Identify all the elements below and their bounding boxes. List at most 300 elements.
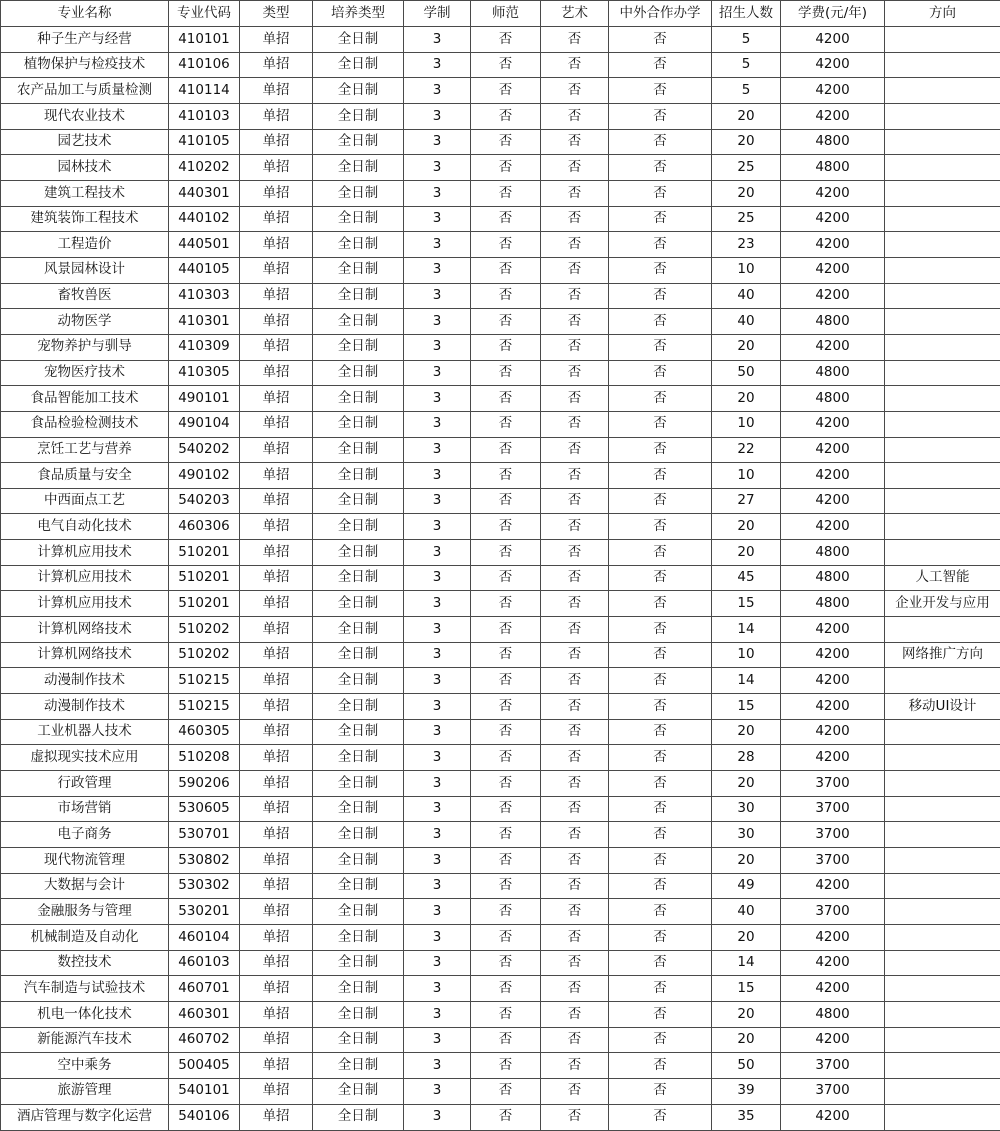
- table-row: [1, 591, 1000, 617]
- cell-direction: [885, 463, 1000, 489]
- cell-normal-school: 否: [471, 950, 541, 976]
- cell-tuition: 4200: [781, 642, 885, 668]
- cell-duration: 3: [404, 514, 471, 540]
- cell-sino-foreign: 否: [609, 103, 712, 129]
- cell-major-name: 大数据与会计: [1, 873, 169, 899]
- cell-training-type: 全日制: [313, 437, 404, 463]
- cell-major-code: 440301: [169, 180, 240, 206]
- cell-training-type: 全日制: [313, 206, 404, 232]
- cell-sino-foreign: 否: [609, 976, 712, 1002]
- cell-art: 否: [541, 771, 609, 797]
- cell-normal-school: 否: [471, 103, 541, 129]
- cell-duration: 3: [404, 129, 471, 155]
- cell-major-code: 410301: [169, 309, 240, 335]
- cell-major-code: 460306: [169, 514, 240, 540]
- cell-enrollment: 20: [712, 540, 781, 566]
- cell-tuition: 4800: [781, 309, 885, 335]
- cell-direction: [885, 873, 1000, 899]
- cell-tuition: 4200: [781, 950, 885, 976]
- cell-major-name: 园艺技术: [1, 129, 169, 155]
- table-row: [1, 129, 1000, 155]
- cell-enrollment: 23: [712, 232, 781, 258]
- cell-type: 单招: [240, 924, 313, 950]
- cell-type: 单招: [240, 950, 313, 976]
- cell-training-type: 全日制: [313, 950, 404, 976]
- column-header-direction: 方向: [885, 1, 1000, 27]
- cell-duration: 3: [404, 257, 471, 283]
- cell-direction: [885, 617, 1000, 643]
- table-row: [1, 848, 1000, 874]
- cell-enrollment: 10: [712, 411, 781, 437]
- cell-duration: 3: [404, 591, 471, 617]
- cell-duration: 3: [404, 617, 471, 643]
- table-row: [1, 411, 1000, 437]
- cell-sino-foreign: 否: [609, 334, 712, 360]
- cell-tuition: 4200: [781, 52, 885, 78]
- cell-enrollment: 15: [712, 591, 781, 617]
- cell-art: 否: [541, 411, 609, 437]
- cell-enrollment: 30: [712, 796, 781, 822]
- cell-sino-foreign: 否: [609, 1053, 712, 1079]
- table-row: [1, 796, 1000, 822]
- table-row: [1, 488, 1000, 514]
- cell-sino-foreign: 否: [609, 488, 712, 514]
- cell-training-type: 全日制: [313, 129, 404, 155]
- cell-direction: [885, 411, 1000, 437]
- cell-normal-school: 否: [471, 771, 541, 797]
- cell-art: 否: [541, 129, 609, 155]
- table-row: [1, 155, 1000, 181]
- table-row: [1, 1027, 1000, 1053]
- cell-art: 否: [541, 1078, 609, 1104]
- cell-duration: 3: [404, 924, 471, 950]
- cell-art: 否: [541, 283, 609, 309]
- cell-art: 否: [541, 488, 609, 514]
- cell-normal-school: 否: [471, 488, 541, 514]
- cell-sino-foreign: 否: [609, 822, 712, 848]
- cell-enrollment: 5: [712, 78, 781, 104]
- cell-major-name: 建筑工程技术: [1, 180, 169, 206]
- cell-tuition: 4200: [781, 257, 885, 283]
- cell-normal-school: 否: [471, 565, 541, 591]
- cell-sino-foreign: 否: [609, 1104, 712, 1130]
- cell-major-code: 500405: [169, 1053, 240, 1079]
- cell-major-code: 490102: [169, 463, 240, 489]
- cell-major-code: 440501: [169, 232, 240, 258]
- cell-major-name: 宠物养护与驯导: [1, 334, 169, 360]
- cell-sino-foreign: 否: [609, 719, 712, 745]
- cell-art: 否: [541, 924, 609, 950]
- cell-tuition: 3700: [781, 1053, 885, 1079]
- cell-training-type: 全日制: [313, 796, 404, 822]
- cell-normal-school: 否: [471, 899, 541, 925]
- cell-direction: [885, 899, 1000, 925]
- cell-sino-foreign: 否: [609, 27, 712, 53]
- cell-tuition: 4200: [781, 180, 885, 206]
- cell-major-code: 460104: [169, 924, 240, 950]
- cell-type: 单招: [240, 617, 313, 643]
- cell-tuition: 4200: [781, 232, 885, 258]
- table-row: [1, 873, 1000, 899]
- column-header-tuition: 学费(元/年): [781, 1, 885, 27]
- table-row: [1, 180, 1000, 206]
- table-row: [1, 694, 1000, 720]
- cell-art: 否: [541, 103, 609, 129]
- cell-tuition: 4200: [781, 334, 885, 360]
- table-body: [1, 27, 1000, 1131]
- cell-tuition: 4200: [781, 488, 885, 514]
- cell-major-name: 植物保护与检疫技术: [1, 52, 169, 78]
- table-row: [1, 386, 1000, 412]
- table-row: [1, 27, 1000, 53]
- cell-tuition: 4200: [781, 411, 885, 437]
- cell-training-type: 全日制: [313, 488, 404, 514]
- cell-normal-school: 否: [471, 129, 541, 155]
- cell-sino-foreign: 否: [609, 771, 712, 797]
- cell-duration: 3: [404, 950, 471, 976]
- cell-training-type: 全日制: [313, 1001, 404, 1027]
- cell-normal-school: 否: [471, 668, 541, 694]
- cell-normal-school: 否: [471, 386, 541, 412]
- cell-training-type: 全日制: [313, 232, 404, 258]
- cell-sino-foreign: 否: [609, 129, 712, 155]
- cell-enrollment: 20: [712, 1001, 781, 1027]
- cell-sino-foreign: 否: [609, 309, 712, 335]
- cell-training-type: 全日制: [313, 924, 404, 950]
- cell-enrollment: 50: [712, 360, 781, 386]
- table-row: [1, 1053, 1000, 1079]
- cell-direction: [885, 309, 1000, 335]
- cell-training-type: 全日制: [313, 873, 404, 899]
- cell-type: 单招: [240, 899, 313, 925]
- table-row: [1, 78, 1000, 104]
- cell-major-code: 530302: [169, 873, 240, 899]
- cell-major-name: 虚拟现实技术应用: [1, 745, 169, 771]
- cell-enrollment: 20: [712, 771, 781, 797]
- cell-normal-school: 否: [471, 78, 541, 104]
- cell-duration: 3: [404, 899, 471, 925]
- cell-tuition: 4200: [781, 206, 885, 232]
- cell-major-code: 510201: [169, 565, 240, 591]
- cell-sino-foreign: 否: [609, 540, 712, 566]
- cell-type: 单招: [240, 206, 313, 232]
- cell-training-type: 全日制: [313, 591, 404, 617]
- cell-major-code: 510215: [169, 668, 240, 694]
- cell-tuition: 4200: [781, 1027, 885, 1053]
- cell-art: 否: [541, 27, 609, 53]
- cell-enrollment: 20: [712, 848, 781, 874]
- cell-enrollment: 10: [712, 642, 781, 668]
- cell-duration: 3: [404, 1078, 471, 1104]
- table-row: [1, 1001, 1000, 1027]
- table-row: [1, 822, 1000, 848]
- table-row: [1, 745, 1000, 771]
- cell-major-name: 农产品加工与质量检测: [1, 78, 169, 104]
- cell-duration: 3: [404, 1027, 471, 1053]
- cell-major-code: 410106: [169, 52, 240, 78]
- cell-training-type: 全日制: [313, 78, 404, 104]
- cell-art: 否: [541, 463, 609, 489]
- cell-sino-foreign: 否: [609, 437, 712, 463]
- cell-type: 单招: [240, 848, 313, 874]
- cell-direction: [885, 27, 1000, 53]
- cell-normal-school: 否: [471, 694, 541, 720]
- cell-direction: [885, 488, 1000, 514]
- cell-sino-foreign: 否: [609, 642, 712, 668]
- cell-major-name: 计算机网络技术: [1, 617, 169, 643]
- cell-training-type: 全日制: [313, 411, 404, 437]
- cell-sino-foreign: 否: [609, 848, 712, 874]
- cell-training-type: 全日制: [313, 155, 404, 181]
- cell-training-type: 全日制: [313, 694, 404, 720]
- cell-type: 单招: [240, 437, 313, 463]
- cell-normal-school: 否: [471, 257, 541, 283]
- cell-sino-foreign: 否: [609, 950, 712, 976]
- cell-training-type: 全日制: [313, 1078, 404, 1104]
- cell-normal-school: 否: [471, 514, 541, 540]
- cell-normal-school: 否: [471, 540, 541, 566]
- cell-major-name: 动漫制作技术: [1, 668, 169, 694]
- table-row: [1, 103, 1000, 129]
- cell-major-name: 计算机应用技术: [1, 540, 169, 566]
- cell-tuition: 4200: [781, 719, 885, 745]
- table-row: [1, 257, 1000, 283]
- cell-sino-foreign: 否: [609, 617, 712, 643]
- cell-duration: 3: [404, 540, 471, 566]
- cell-type: 单招: [240, 463, 313, 489]
- column-header-duration: 学制: [404, 1, 471, 27]
- table-row: [1, 617, 1000, 643]
- cell-tuition: 4200: [781, 27, 885, 53]
- cell-art: 否: [541, 540, 609, 566]
- cell-major-code: 490101: [169, 386, 240, 412]
- cell-normal-school: 否: [471, 1104, 541, 1130]
- cell-duration: 3: [404, 1053, 471, 1079]
- cell-direction: 企业开发与应用: [885, 591, 1000, 617]
- cell-enrollment: 15: [712, 976, 781, 1002]
- cell-major-name: 空中乘务: [1, 1053, 169, 1079]
- cell-duration: 3: [404, 488, 471, 514]
- cell-major-code: 530701: [169, 822, 240, 848]
- cell-training-type: 全日制: [313, 976, 404, 1002]
- cell-tuition: 4200: [781, 617, 885, 643]
- cell-enrollment: 27: [712, 488, 781, 514]
- cell-normal-school: 否: [471, 591, 541, 617]
- cell-type: 单招: [240, 129, 313, 155]
- cell-tuition: 3700: [781, 1078, 885, 1104]
- cell-type: 单招: [240, 386, 313, 412]
- cell-tuition: 4200: [781, 514, 885, 540]
- cell-duration: 3: [404, 78, 471, 104]
- cell-major-code: 460701: [169, 976, 240, 1002]
- cell-type: 单招: [240, 1001, 313, 1027]
- cell-art: 否: [541, 848, 609, 874]
- cell-tuition: 4200: [781, 103, 885, 129]
- cell-tuition: 4200: [781, 976, 885, 1002]
- cell-enrollment: 20: [712, 1027, 781, 1053]
- cell-direction: [885, 386, 1000, 412]
- cell-training-type: 全日制: [313, 642, 404, 668]
- column-header-normal-school: 师范: [471, 1, 541, 27]
- table-row: [1, 463, 1000, 489]
- cell-type: 单招: [240, 540, 313, 566]
- cell-enrollment: 50: [712, 1053, 781, 1079]
- cell-sino-foreign: 否: [609, 52, 712, 78]
- cell-duration: 3: [404, 976, 471, 1002]
- cell-art: 否: [541, 1104, 609, 1130]
- cell-major-code: 410105: [169, 129, 240, 155]
- cell-direction: [885, 155, 1000, 181]
- cell-duration: 3: [404, 27, 471, 53]
- cell-training-type: 全日制: [313, 514, 404, 540]
- cell-major-code: 410114: [169, 78, 240, 104]
- cell-training-type: 全日制: [313, 180, 404, 206]
- cell-enrollment: 20: [712, 103, 781, 129]
- cell-sino-foreign: 否: [609, 873, 712, 899]
- cell-art: 否: [541, 180, 609, 206]
- cell-type: 单招: [240, 488, 313, 514]
- cell-tuition: 3700: [781, 796, 885, 822]
- cell-direction: [885, 771, 1000, 797]
- cell-tuition: 4200: [781, 924, 885, 950]
- cell-enrollment: 30: [712, 822, 781, 848]
- cell-major-code: 540203: [169, 488, 240, 514]
- cell-sino-foreign: 否: [609, 591, 712, 617]
- cell-type: 单招: [240, 52, 313, 78]
- cell-normal-school: 否: [471, 52, 541, 78]
- cell-type: 单招: [240, 771, 313, 797]
- cell-tuition: 4800: [781, 360, 885, 386]
- cell-enrollment: 40: [712, 309, 781, 335]
- cell-major-name: 建筑装饰工程技术: [1, 206, 169, 232]
- cell-major-name: 动漫制作技术: [1, 694, 169, 720]
- cell-major-code: 410309: [169, 334, 240, 360]
- cell-art: 否: [541, 257, 609, 283]
- cell-enrollment: 14: [712, 617, 781, 643]
- cell-sino-foreign: 否: [609, 232, 712, 258]
- cell-tuition: 4800: [781, 129, 885, 155]
- cell-duration: 3: [404, 103, 471, 129]
- table-row: [1, 206, 1000, 232]
- cell-type: 单招: [240, 796, 313, 822]
- cell-direction: [885, 129, 1000, 155]
- cell-sino-foreign: 否: [609, 78, 712, 104]
- cell-major-name: 市场营销: [1, 796, 169, 822]
- cell-duration: 3: [404, 822, 471, 848]
- cell-duration: 3: [404, 668, 471, 694]
- cell-duration: 3: [404, 52, 471, 78]
- cell-type: 单招: [240, 360, 313, 386]
- cell-training-type: 全日制: [313, 1027, 404, 1053]
- cell-duration: 3: [404, 745, 471, 771]
- cell-major-name: 数控技术: [1, 950, 169, 976]
- cell-direction: [885, 52, 1000, 78]
- cell-type: 单招: [240, 283, 313, 309]
- cell-normal-school: 否: [471, 745, 541, 771]
- cell-art: 否: [541, 1053, 609, 1079]
- cell-training-type: 全日制: [313, 283, 404, 309]
- cell-normal-school: 否: [471, 617, 541, 643]
- cell-direction: [885, 257, 1000, 283]
- cell-training-type: 全日制: [313, 27, 404, 53]
- cell-direction: 人工智能: [885, 565, 1000, 591]
- cell-major-name: 食品检验检测技术: [1, 411, 169, 437]
- cell-tuition: 4800: [781, 155, 885, 181]
- cell-art: 否: [541, 642, 609, 668]
- cell-major-name: 园林技术: [1, 155, 169, 181]
- cell-tuition: 3700: [781, 822, 885, 848]
- cell-major-name: 现代农业技术: [1, 103, 169, 129]
- cell-training-type: 全日制: [313, 771, 404, 797]
- cell-sino-foreign: 否: [609, 899, 712, 925]
- cell-duration: 3: [404, 309, 471, 335]
- cell-major-name: 旅游管理: [1, 1078, 169, 1104]
- cell-art: 否: [541, 719, 609, 745]
- cell-tuition: 4800: [781, 386, 885, 412]
- cell-tuition: 4800: [781, 540, 885, 566]
- cell-major-name: 电气自动化技术: [1, 514, 169, 540]
- cell-major-name: 金融服务与管理: [1, 899, 169, 925]
- cell-direction: [885, 1027, 1000, 1053]
- cell-training-type: 全日制: [313, 360, 404, 386]
- cell-normal-school: 否: [471, 155, 541, 181]
- cell-enrollment: 45: [712, 565, 781, 591]
- column-header-type: 类型: [240, 1, 313, 27]
- cell-art: 否: [541, 386, 609, 412]
- cell-sino-foreign: 否: [609, 514, 712, 540]
- cell-major-code: 490104: [169, 411, 240, 437]
- cell-normal-school: 否: [471, 822, 541, 848]
- cell-sino-foreign: 否: [609, 180, 712, 206]
- cell-major-code: 510201: [169, 540, 240, 566]
- cell-direction: [885, 950, 1000, 976]
- cell-duration: 3: [404, 232, 471, 258]
- cell-type: 单招: [240, 232, 313, 258]
- cell-direction: [885, 437, 1000, 463]
- cell-duration: 3: [404, 386, 471, 412]
- cell-duration: 3: [404, 848, 471, 874]
- cell-art: 否: [541, 591, 609, 617]
- cell-duration: 3: [404, 437, 471, 463]
- cell-normal-school: 否: [471, 1078, 541, 1104]
- cell-duration: 3: [404, 873, 471, 899]
- cell-type: 单招: [240, 822, 313, 848]
- cell-sino-foreign: 否: [609, 411, 712, 437]
- cell-major-code: 410103: [169, 103, 240, 129]
- cell-type: 单招: [240, 591, 313, 617]
- table-row: [1, 540, 1000, 566]
- table-row: [1, 360, 1000, 386]
- cell-type: 单招: [240, 180, 313, 206]
- cell-art: 否: [541, 309, 609, 335]
- cell-direction: [885, 206, 1000, 232]
- cell-sino-foreign: 否: [609, 745, 712, 771]
- cell-sino-foreign: 否: [609, 565, 712, 591]
- cell-major-name: 汽车制造与试验技术: [1, 976, 169, 1002]
- cell-normal-school: 否: [471, 334, 541, 360]
- cell-art: 否: [541, 899, 609, 925]
- cell-duration: 3: [404, 411, 471, 437]
- cell-enrollment: 28: [712, 745, 781, 771]
- cell-sino-foreign: 否: [609, 796, 712, 822]
- cell-sino-foreign: 否: [609, 668, 712, 694]
- cell-training-type: 全日制: [313, 1053, 404, 1079]
- cell-direction: [885, 78, 1000, 104]
- cell-direction: [885, 924, 1000, 950]
- cell-training-type: 全日制: [313, 822, 404, 848]
- cell-major-code: 510202: [169, 617, 240, 643]
- cell-major-code: 530201: [169, 899, 240, 925]
